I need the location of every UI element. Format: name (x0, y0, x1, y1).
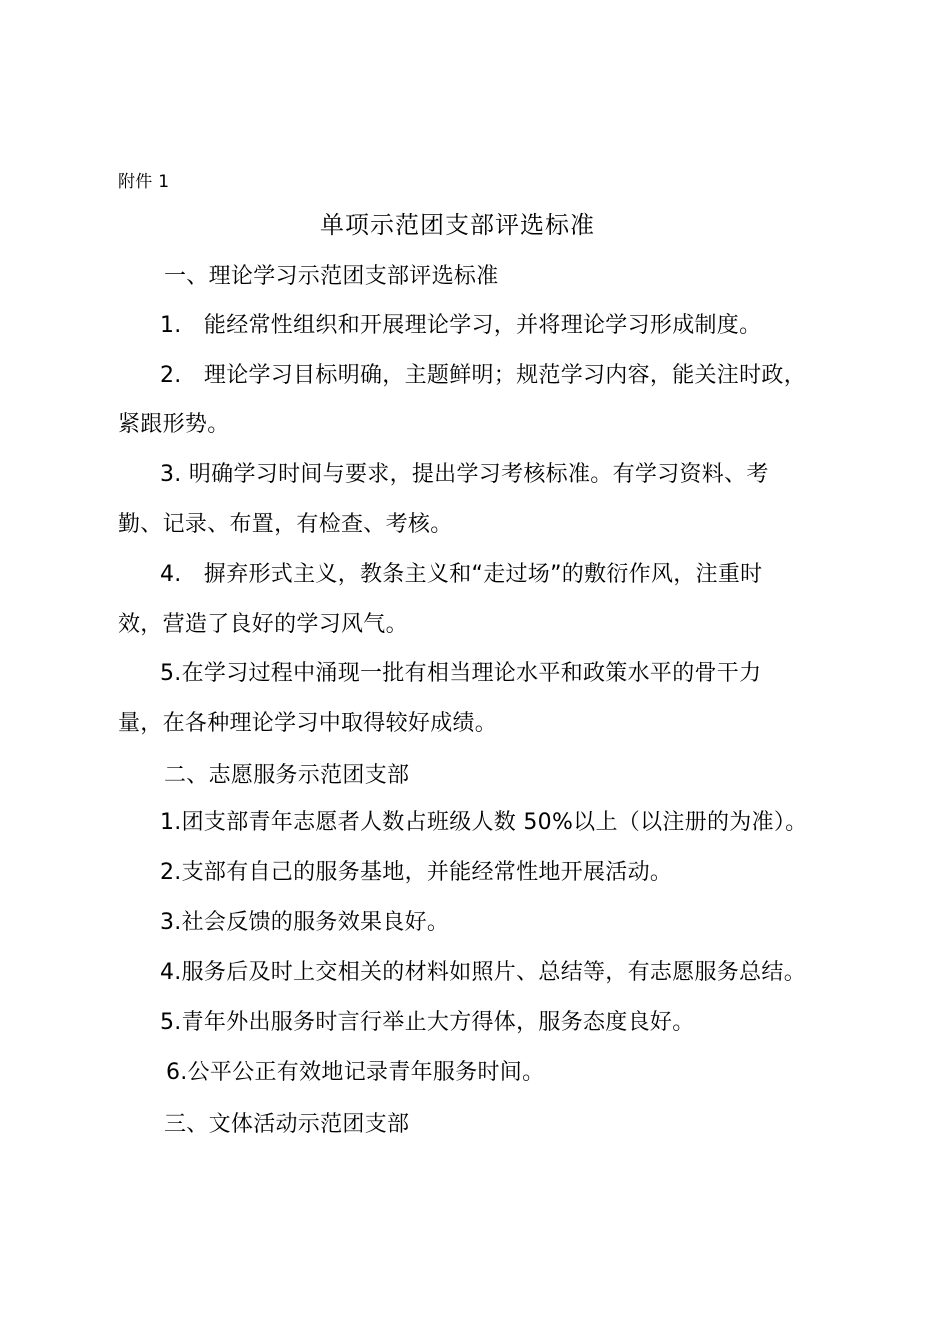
section-1-item-3-cont: 勤、记录、布置，有检查、考核。 (118, 512, 453, 537)
section-1-item-3: 3. 明确学习时间与要求，提出学习考核标准。有学习资料、考 (160, 462, 769, 487)
attachment-label: 附件 1 (118, 172, 170, 192)
section-2-item-1: 1.团支部青年志愿者人数占班级人数 50%以上（以注册的为准）。 (160, 810, 808, 835)
section-2-item-5: 5.青年外出服务时言行举止大方得体，服务态度良好。 (160, 1010, 695, 1035)
section-1-item-1: 1. 能经常性组织和开展理论学习，并将理论学习形成制度。 (160, 313, 762, 338)
section-1-item-5-cont: 量，在各种理论学习中取得较好成绩。 (118, 711, 498, 736)
section-2-item-3: 3.社会反馈的服务效果良好。 (160, 910, 450, 935)
section-1-item-2-cont: 紧跟形势。 (118, 412, 230, 437)
section-heading-theory: 一、理论学习示范团支部评选标准 (164, 264, 499, 289)
section-heading-culture-sports: 三、文体活动示范团支部 (164, 1112, 410, 1137)
section-1-item-4: 4. 摒弃形式主义，教条主义和“走过场”的敷衍作风，注重时 (160, 562, 763, 587)
section-2-item-4: 4.服务后及时上交相关的材料如照片、总结等，有志愿服务总结。 (160, 960, 806, 985)
section-heading-volunteer: 二、志愿服务示范团支部 (164, 763, 410, 788)
page-title: 单项示范团支部评选标准 (320, 211, 595, 239)
section-2-item-2: 2.支部有自己的服务基地，并能经常性地开展活动。 (160, 860, 673, 885)
section-1-item-5: 5.在学习过程中涌现一批有相当理论水平和政策水平的骨干力 (160, 661, 762, 686)
section-1-item-4-cont: 效，营造了良好的学习风气。 (118, 612, 408, 637)
section-1-item-2: 2. 理论学习目标明确，主题鲜明；规范学习内容，能关注时政， (160, 363, 806, 388)
section-2-item-6: 6.公平公正有效地记录青年服务时间。 (166, 1060, 545, 1085)
